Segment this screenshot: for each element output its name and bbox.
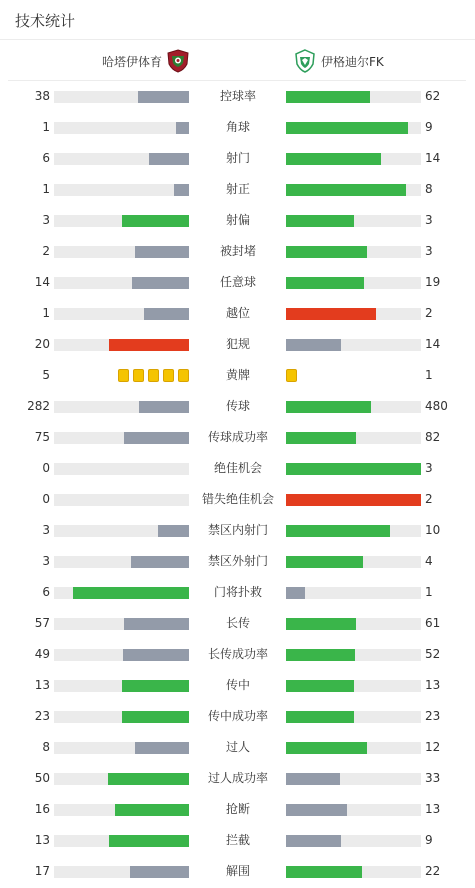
home-stat-bar	[54, 122, 189, 134]
away-stat-value: 4	[425, 554, 433, 568]
home-stat-bar	[54, 494, 189, 506]
home-stat-bar	[54, 742, 189, 754]
stat-label: 黄牌	[225, 368, 250, 382]
away-stat-bar	[286, 277, 421, 289]
home-stat-value: 50	[34, 771, 50, 785]
home-stat-bar	[54, 432, 189, 444]
away-stat-value: 10	[425, 523, 441, 537]
stat-row	[0, 360, 475, 391]
away-stat-value: 3	[425, 244, 433, 258]
home-stat-value: 0	[42, 492, 50, 506]
away-stat-value: 82	[425, 430, 441, 444]
away-stat-bar	[286, 649, 421, 661]
away-stat-bar-fill	[286, 277, 364, 289]
away-stat-bar-fill	[286, 215, 354, 227]
yellow-card-icon	[178, 369, 189, 382]
away-stat-bar	[286, 866, 421, 878]
home-stat-bar-fill	[73, 587, 189, 599]
home-stat-bar	[54, 866, 189, 878]
home-stat-bar	[54, 525, 189, 537]
stat-label: 过人成功率	[207, 771, 268, 785]
home-stat-bar-fill	[122, 680, 190, 692]
home-stat-bar	[54, 153, 189, 165]
yellow-card-icon	[163, 369, 174, 382]
stat-row	[0, 856, 475, 887]
home-stat-bar-fill	[139, 401, 189, 413]
away-stat-value: 61	[425, 616, 441, 630]
stat-row	[0, 267, 475, 298]
away-stat-bar-fill	[286, 556, 363, 568]
stat-label: 错失绝佳机会	[201, 492, 274, 506]
home-stat-bar-fill	[130, 866, 189, 878]
away-stat-bar-fill	[286, 649, 355, 661]
stat-row	[0, 639, 475, 670]
away-stat-bar	[286, 525, 421, 537]
home-team[interactable]	[102, 49, 190, 73]
stat-row	[0, 794, 475, 825]
home-stat-bar	[54, 804, 189, 816]
home-stat-bar	[54, 91, 189, 103]
stat-label: 长传	[225, 616, 250, 630]
away-stat-value: 33	[425, 771, 441, 785]
away-stat-bar	[286, 835, 421, 847]
home-stat-value: 3	[42, 523, 50, 537]
away-stat-bar	[286, 618, 421, 630]
home-stat-value: 49	[34, 647, 50, 661]
home-stat-value: 282	[27, 399, 50, 413]
away-stat-bar	[286, 432, 421, 444]
away-stat-bar-fill	[286, 401, 371, 413]
away-stat-bar-fill	[286, 618, 356, 630]
stat-row	[0, 81, 475, 112]
away-stat-value: 2	[425, 492, 433, 506]
away-stat-value: 62	[425, 89, 441, 103]
stat-label: 长传成功率	[207, 647, 268, 661]
home-stat-value: 57	[34, 616, 50, 630]
stat-label: 过人	[225, 740, 250, 754]
home-stat-bar-fill	[132, 277, 189, 289]
away-stat-bar	[286, 122, 421, 134]
home-stat-bar-fill	[124, 618, 189, 630]
stat-label: 传球成功率	[207, 430, 268, 444]
home-stat-value: 75	[34, 430, 50, 444]
home-yellow-cards	[118, 369, 189, 382]
home-stat-bar	[54, 308, 189, 320]
away-stat-value: 14	[425, 151, 441, 165]
away-stat-bar	[286, 463, 421, 475]
away-stat-bar-fill	[286, 773, 340, 785]
home-stat-value: 3	[42, 554, 50, 568]
home-stat-value: 14	[34, 275, 50, 289]
stat-label: 射门	[225, 151, 250, 165]
home-stat-value: 3	[42, 213, 50, 227]
home-stat-bar-fill	[135, 742, 189, 754]
stat-label: 射正	[225, 182, 250, 196]
stat-row	[0, 298, 475, 329]
away-stat-bar	[286, 184, 421, 196]
home-stat-bar	[54, 618, 189, 630]
home-stat-bar	[54, 649, 189, 661]
away-stat-bar	[286, 339, 421, 351]
home-stat-bar-fill	[122, 711, 190, 723]
stat-row	[0, 732, 475, 763]
home-stat-bar-fill	[144, 308, 189, 320]
away-stat-bar	[286, 246, 421, 258]
stat-label: 拦截	[225, 833, 250, 847]
away-stat-bar-fill	[286, 432, 356, 444]
away-stat-bar	[286, 494, 421, 506]
stat-label: 越位	[225, 306, 250, 320]
stat-label: 禁区外射门	[207, 554, 268, 568]
away-stat-bar	[286, 556, 421, 568]
home-stat-value: 1	[42, 182, 50, 196]
away-stat-value: 480	[425, 399, 448, 413]
stat-label: 控球率	[219, 89, 256, 103]
stat-label: 传中	[225, 678, 250, 692]
home-stat-bar	[54, 339, 189, 351]
home-stat-bar-fill	[109, 835, 189, 847]
home-stat-value: 6	[42, 151, 50, 165]
stat-label: 抢断	[225, 802, 250, 816]
stat-row	[0, 112, 475, 143]
home-stat-bar	[54, 680, 189, 692]
stat-label: 任意球	[219, 275, 256, 289]
home-stat-bar-fill	[115, 804, 189, 816]
stats-header	[0, 0, 475, 40]
home-team-name: 哈塔伊体育	[101, 54, 162, 69]
away-stat-bar-fill	[286, 339, 341, 351]
stat-row	[0, 453, 475, 484]
stat-row	[0, 701, 475, 732]
away-stat-value: 52	[425, 647, 441, 661]
away-stat-value: 12	[425, 740, 441, 754]
away-stat-bar-fill	[286, 804, 347, 816]
home-stat-value: 8	[42, 740, 50, 754]
home-stat-value: 2	[42, 244, 50, 258]
away-stat-bar-fill	[286, 525, 390, 537]
stat-row	[0, 391, 475, 422]
away-stat-value: 2	[425, 306, 433, 320]
away-team-name: 伊格迪尔FK	[321, 54, 384, 69]
home-stat-value: 0	[42, 461, 50, 475]
stat-row	[0, 546, 475, 577]
away-stat-bar-fill	[286, 680, 354, 692]
away-stat-bar	[286, 773, 421, 785]
away-stat-bar-fill	[286, 866, 362, 878]
away-yellow-cards	[286, 369, 297, 382]
home-stat-value: 16	[34, 802, 50, 816]
yellow-card-icon	[148, 369, 159, 382]
away-stat-bar-fill	[286, 463, 421, 475]
away-stat-bar	[286, 680, 421, 692]
yellow-card-icon	[133, 369, 144, 382]
stat-label: 角球	[225, 120, 250, 134]
away-stat-bar-fill	[286, 587, 305, 599]
away-stat-bar	[286, 308, 421, 320]
home-stat-bar-fill	[131, 556, 189, 568]
away-stat-bar-fill	[286, 184, 406, 196]
home-stat-bar-fill	[138, 91, 189, 103]
away-stat-bar	[286, 153, 421, 165]
stat-row	[0, 422, 475, 453]
away-stat-bar-fill	[286, 494, 421, 506]
away-stat-bar	[286, 401, 421, 413]
away-stat-bar	[286, 742, 421, 754]
away-stat-bar-fill	[286, 835, 341, 847]
home-stat-bar-fill	[108, 773, 189, 785]
away-stat-value: 8	[425, 182, 433, 196]
home-stat-bar	[54, 215, 189, 227]
away-stat-bar	[286, 587, 421, 599]
away-stat-value: 14	[425, 337, 441, 351]
home-stat-bar-fill	[158, 525, 189, 537]
stat-row	[0, 205, 475, 236]
home-stat-bar-fill	[109, 339, 189, 351]
home-stat-bar	[54, 711, 189, 723]
home-stat-value: 23	[34, 709, 50, 723]
stat-label: 被封堵	[219, 244, 256, 258]
home-stat-bar	[54, 835, 189, 847]
home-stat-value: 20	[34, 337, 50, 351]
stat-label: 绝佳机会	[213, 461, 262, 475]
stat-label: 犯规	[225, 337, 250, 351]
stat-row	[0, 608, 475, 639]
stat-row	[0, 670, 475, 701]
home-stat-bar-fill	[174, 184, 189, 196]
home-stat-bar-fill	[135, 246, 189, 258]
stat-label: 门将扑救	[213, 585, 262, 599]
away-stat-bar-fill	[286, 91, 370, 103]
stat-row	[0, 515, 475, 546]
home-stat-bar-fill	[149, 153, 190, 165]
home-stat-bar-fill	[123, 649, 189, 661]
away-stat-bar	[286, 804, 421, 816]
stat-label: 解围	[225, 864, 250, 878]
away-stat-bar-fill	[286, 122, 408, 134]
away-stat-bar-fill	[286, 742, 367, 754]
stat-row	[0, 763, 475, 794]
home-stat-bar	[54, 587, 189, 599]
stat-row	[0, 236, 475, 267]
stats-list	[0, 81, 475, 887]
stat-label: 传中成功率	[207, 709, 268, 723]
home-stat-bar	[54, 277, 189, 289]
away-stat-bar-fill	[286, 711, 354, 723]
away-stat-value: 1	[425, 368, 433, 382]
home-stat-bar	[54, 556, 189, 568]
away-stat-bar-fill	[286, 308, 376, 320]
stat-row	[0, 825, 475, 856]
away-stat-value: 3	[425, 213, 433, 227]
home-stat-bar	[54, 246, 189, 258]
home-stat-value: 13	[34, 678, 50, 692]
stat-row	[0, 577, 475, 608]
home-stat-value: 5	[42, 368, 50, 382]
stat-row	[0, 329, 475, 360]
away-stat-value: 19	[425, 275, 441, 289]
away-stat-value: 13	[425, 678, 441, 692]
home-stat-bar-fill	[176, 122, 190, 134]
away-stat-bar-fill	[286, 153, 381, 165]
home-stat-bar	[54, 184, 189, 196]
away-stat-value: 9	[425, 833, 433, 847]
home-stat-bar	[54, 773, 189, 785]
stat-label: 传球	[225, 399, 250, 413]
away-stat-bar-fill	[286, 246, 367, 258]
home-stat-value: 1	[42, 120, 50, 134]
away-team[interactable]	[293, 49, 384, 73]
home-stat-value: 38	[34, 89, 50, 103]
yellow-card-icon	[286, 369, 297, 382]
away-stat-value: 22	[425, 864, 441, 878]
home-stat-bar	[54, 463, 189, 475]
home-stat-value: 17	[34, 864, 50, 878]
yellow-card-icon	[118, 369, 129, 382]
hatayspor-crest-icon	[166, 49, 190, 73]
stat-row	[0, 484, 475, 515]
section-title: 技术统计	[15, 12, 76, 30]
stat-row	[0, 174, 475, 205]
away-stat-value: 13	[425, 802, 441, 816]
home-stat-value: 6	[42, 585, 50, 599]
home-stat-bar-fill	[122, 215, 190, 227]
home-stat-bar-fill	[124, 432, 189, 444]
stat-label: 射偏	[225, 213, 250, 227]
away-stat-value: 9	[425, 120, 433, 134]
home-stat-bar	[54, 401, 189, 413]
away-stat-bar	[286, 215, 421, 227]
teams-row	[8, 41, 466, 81]
stat-label: 禁区内射门	[207, 523, 268, 537]
away-stat-bar	[286, 711, 421, 723]
away-stat-value: 1	[425, 585, 433, 599]
away-stat-value: 3	[425, 461, 433, 475]
igdir-fk-crest-icon	[293, 49, 317, 73]
stat-row	[0, 143, 475, 174]
away-stat-bar	[286, 91, 421, 103]
away-stat-value: 23	[425, 709, 441, 723]
home-stat-value: 13	[34, 833, 50, 847]
home-stat-value: 1	[42, 306, 50, 320]
